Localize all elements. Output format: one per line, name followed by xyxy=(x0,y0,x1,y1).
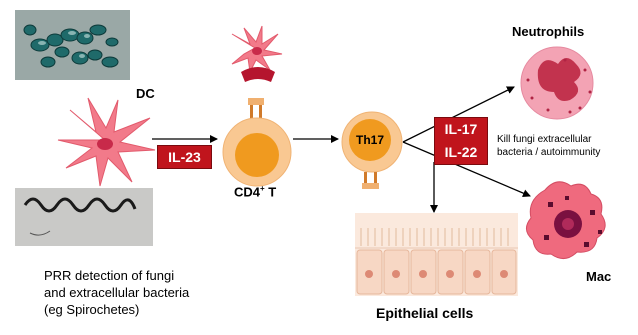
il17-il22-box xyxy=(434,117,488,165)
th17-cell xyxy=(342,112,402,189)
il22-label: IL-22 xyxy=(444,144,478,160)
effector-line-1: Kill fungi extracellular xyxy=(497,134,592,145)
dc-label: DC xyxy=(136,86,155,101)
fungi-micrograph xyxy=(15,10,130,80)
effector-function-text xyxy=(497,133,600,159)
il23-box xyxy=(157,145,212,169)
mac-label: Mac xyxy=(586,269,612,284)
neutrophils-label: Neutrophils xyxy=(512,24,585,39)
cd4-superscript: + xyxy=(260,184,265,193)
effector-line-2: bacteria / autoimmunity xyxy=(497,147,601,158)
cd4-t-label xyxy=(234,184,276,199)
prr-description xyxy=(44,267,189,318)
spirochete-micrograph xyxy=(15,188,153,246)
cd4-text: CD4 xyxy=(234,184,261,200)
macrophage xyxy=(526,182,605,259)
epithelial-label: Epithelial cells xyxy=(376,305,474,321)
cd4-t-cell xyxy=(223,118,291,186)
prr-line-3: (eg Spirochetes) xyxy=(44,302,140,317)
il17-label: IL-17 xyxy=(444,121,478,137)
prr-line-2: and extracellular bacteria xyxy=(44,285,190,300)
t-text: T xyxy=(264,184,277,200)
il23-label: IL-23 xyxy=(168,149,201,165)
neutrophil xyxy=(521,47,593,119)
dendritic-cell-presenting xyxy=(232,26,282,119)
epithelial-layer xyxy=(355,213,518,296)
dendritic-cell xyxy=(58,98,155,186)
prr-line-1: PRR detection of fungi xyxy=(44,268,175,283)
th17-label: Th17 xyxy=(356,133,385,147)
